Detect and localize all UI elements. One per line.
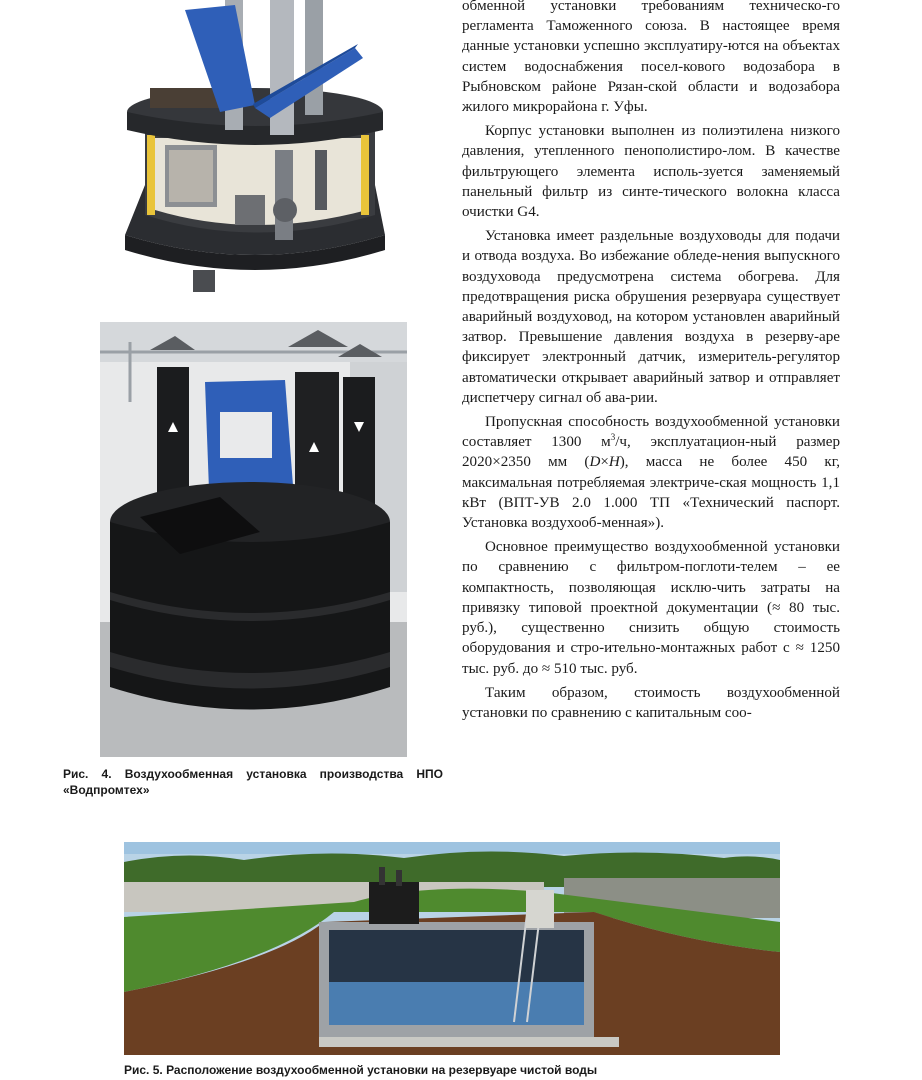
reservoir-placement-illustration bbox=[124, 842, 780, 1055]
air-exchange-unit-photo bbox=[100, 322, 407, 757]
paragraph: Таким образом, стоимость воздухообменной установки по сравнению с капитальным соо- bbox=[462, 684, 840, 721]
figure-5-caption: Рис. 5. Расположение воздухообменной установки на резервуаре чистой воды bbox=[124, 1063, 598, 1077]
paragraph: Пропускная способность воздухообменной установки составляет 1300 $м^3/ч$, эксплуатацион-ный размер 2020×2350 мм (D×H), масса не более 450 кг, максимальная потребляемая электриче-ская мощность 1,1 кВт (ВПТ-УВ 2.0 1.000 ТП «Технический паспорт. Установка воздухооб-менная»). bbox=[462, 414, 840, 532]
paragraph: Основное преимущество воздухообменной установки по сравнению с фильтром-поглоти-телем – ее компактность, позволяющая исклю-чить затраты на привязку типовой проектной документации (≈ 80 тыс. руб.), существенно снизить общую стоимость оборудования и стро-ительно-монтажных работ с ≈ 1250 тыс. руб. до ≈ 510 тыс. руб. bbox=[462, 539, 840, 677]
paragraph: Установка имеет раздельные воздуховоды для подачи и отвода воздуха. Во избежание обледе-нения выпускного воздуховода предусмотрена система обогрева. Для предотвращения риска обрушения резервуара существует аварийный воздуховод, на котором установлен аварийный затвор. Превышение давления воздуха в резерву-аре фиксирует электронный датчик, измеритель-регулятор автоматически открывает аварийный затвор и отправляет диспетчеру сигнал об ава-рии. bbox=[462, 228, 840, 406]
figure-4-caption: Рис. 4. Воздухообменная установка производства НПО «Водпромтех» bbox=[63, 767, 443, 797]
article-text-column bbox=[462, 0, 840, 727]
air-exchange-unit-render bbox=[105, 0, 405, 300]
paragraph: Корпус установки выполнен из полиэтилена низкого давления, утепленного пенополистиро-лом. В качестве фильтрующего элемента исполь-зуется заменяемый панельный фильтр из синте-тического волокна класса очистки G4. bbox=[462, 123, 840, 221]
paragraph: обменной установки требованиям техническо-го регламента Таможенного союза. В настоящее время данные установки успешно эксплуатиру-ются на объектах систем водоснабжения посел-кового водозабора в Рыбновском районе Рязан-ской области и водозабора жилого микрорайона г. Уфы. bbox=[462, 0, 840, 116]
